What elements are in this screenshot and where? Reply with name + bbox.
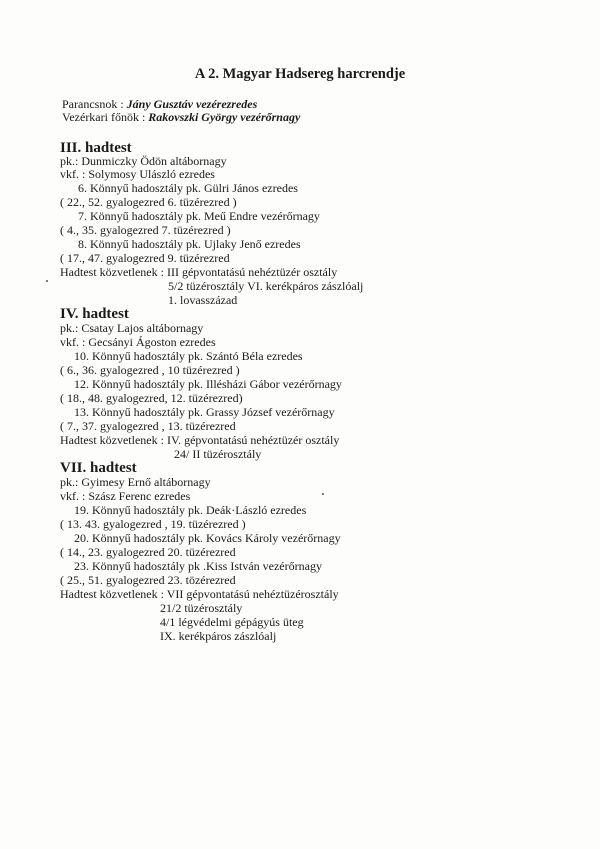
corps-vii-chief-of-staff: vkf. : Szász Ferenc ezredes — [60, 489, 191, 503]
corps-troops-line: 5/2 tüzérosztály VI. kerékpáros zászlóalj — [168, 279, 364, 293]
division-units-line: ( 18., 48. gyalogezred, 12. tüzérezred) — [60, 391, 243, 405]
division-units-line: ( 7., 37. gyalogezred , 13. tüzérezred — [60, 419, 236, 433]
corps-iii-chief-of-staff: vkf. : Solymosy Ulászló ezredes — [60, 167, 215, 181]
chief-of-staff-line — [62, 111, 300, 124]
corps-vii-commander: pk.: Gyimesy Ernő altábornagy — [60, 475, 211, 489]
corps-troops-line: Hadtest közvetlenek : VII gépvontatású nehéztüzérosztály — [60, 587, 339, 601]
commander-name: Jány Gusztáv vezérezredes — [126, 97, 258, 111]
division-units-line: ( 13. 43. gyalogezred , 19. tüzérezred ) — [60, 517, 246, 531]
chief-of-staff-name: Rakovszki György vezérőrnagy — [148, 110, 301, 124]
corps-troops-line: 4/1 légvédelmi gépágyús üteg — [160, 615, 304, 629]
corps-iv-commander: pk.: Csatay Lajos altábornagy — [60, 321, 204, 335]
division-units-line: ( 6., 36. gyalogezred , 10 tüzérezred ) — [60, 363, 240, 377]
corps-heading-iv: IV. hadtest — [60, 306, 129, 322]
division-line: 13. Könnyű hadosztály pk. Grassy József vezérőrnagy — [74, 405, 335, 419]
division-line: 12. Könnyű hadosztály pk. Illésházi Gábor vezérőrnagy — [74, 377, 342, 391]
corps-troops-line: 24/ II tüzérosztály — [174, 447, 262, 461]
division-units-line: ( 25., 51. gyalogezred 23. tözérezred — [60, 573, 236, 587]
division-units-line: ( 17., 47. gyalogezred 9. tüzérezred — [60, 251, 230, 265]
division-units-line: ( 22., 52. gyalogezred 6. tüzérezred ) — [60, 195, 237, 209]
chief-of-staff-label: Vezérkari főnök : — [62, 110, 149, 124]
page-title: A 2. Magyar Hadsereg harcrendje — [194, 66, 406, 82]
division-line: 19. Könnyű hadosztály pk. Deák·László ezredes — [74, 503, 307, 517]
division-line: 10. Könnyű hadosztály pk. Szántó Béla ezredes — [74, 349, 303, 363]
division-line: 7. Könnyű hadosztály pk. Meű Endre vezérőrnagy — [78, 209, 320, 223]
division-units-line: ( 14., 23. gyalogezred 20. tüzérezred — [60, 545, 236, 559]
corps-troops-line: 21/2 tüzérosztály — [160, 601, 243, 615]
corps-troops-line: Hadtest közvetlenek : IV. gépvontatású nehéztüzér osztály — [60, 433, 340, 447]
corps-iii-commander: pk.: Dunmiczky Ödön altábornagy — [60, 154, 227, 168]
division-line: 6. Könnyű hadosztály pk. Gülri János ezredes — [78, 181, 298, 195]
corps-troops-line: 1. lovasszázad — [168, 293, 238, 307]
scan-speck — [322, 493, 324, 495]
commander-label: Parancsnok : — [62, 97, 127, 111]
division-line: 20. Könnyű hadosztály pk. Kovács Károly vezérőrnagy — [74, 531, 341, 545]
corps-iv-chief-of-staff: vkf. : Gecsányi Ágoston ezredes — [60, 335, 216, 349]
corps-heading-vii: VII. hadtest — [60, 460, 137, 476]
corps-heading-iii: III. hadtest — [60, 140, 132, 156]
division-line: 23. Könnyű hadosztály pk .Kiss István vezérőrnagy — [74, 559, 322, 573]
corps-troops-line: IX. kerékpáros zászlóalj — [160, 629, 277, 643]
corps-troops-line: Hadtest közvetlenek : III gépvontatású nehéztüzér osztály — [60, 265, 338, 279]
division-units-line: ( 4., 35. gyalogezred 7. tüzérezred ) — [60, 223, 231, 237]
division-line: 8. Könnyű hadosztály pk. Ujlaky Jenő ezredes — [78, 237, 301, 251]
scan-speck — [46, 280, 48, 282]
